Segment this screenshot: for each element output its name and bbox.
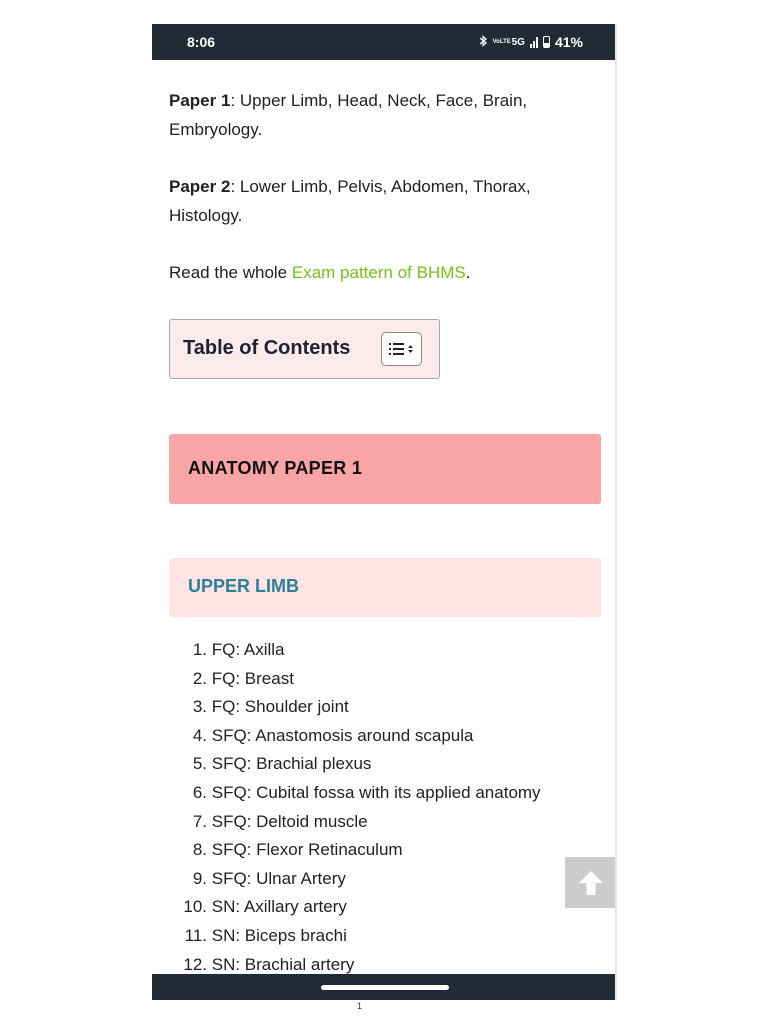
phone-screen: [152, 24, 617, 1000]
read-exam-paragraph: [169, 258, 589, 287]
navigation-bar: [152, 974, 617, 1000]
battery-percent: 41%: [554, 34, 583, 50]
paper-heading: ANATOMY PAPER 1: [188, 458, 363, 478]
paper2-paragraph: [169, 172, 589, 230]
list-item: 6. SFQ: Cubital fossa with its applied anatomy: [192, 782, 541, 802]
list-item: 8. SFQ: Flexor Retinaculum: [192, 840, 403, 860]
read-suffix: .: [465, 263, 471, 282]
status-bar: [152, 24, 617, 60]
table-of-contents: [169, 319, 440, 379]
topic-list: [169, 636, 601, 979]
read-prefix: Read the whole: [169, 263, 292, 282]
list-item: 4. SFQ: Anastomosis around scapula: [192, 725, 474, 745]
list-item: 7. SFQ: Deltoid muscle: [192, 811, 368, 831]
bluetooth-icon: [478, 35, 488, 50]
toc-title: Table of Contents: [183, 337, 351, 359]
volte-label: VoLTE: [492, 38, 511, 45]
battery-icon: [543, 36, 550, 48]
topic-heading: UPPER LIMB: [188, 576, 300, 596]
home-gesture-handle[interactable]: [321, 985, 449, 990]
network-label: 5G: [511, 36, 525, 48]
list-item: 5. SFQ: Brachial plexus: [192, 754, 372, 774]
signal-icon: [530, 37, 538, 48]
list-item: 11. SN: Biceps brachi: [184, 925, 347, 945]
list-item: 9. SFQ: Ulnar Artery: [192, 868, 346, 888]
status-icons: [478, 34, 583, 50]
list-item: 3. FQ: Shoulder joint: [192, 697, 349, 717]
paper1-label: Paper 1: [169, 91, 231, 110]
list-toggle-icon: [389, 342, 415, 356]
paper-heading-banner: [169, 434, 601, 504]
list-item: 1. FQ: Axilla: [192, 640, 285, 659]
list-item: 2. FQ: Breast: [192, 668, 294, 688]
topic-heading-banner: [169, 558, 601, 617]
paper2-label: Paper 2: [169, 177, 231, 196]
list-item: 10. SN: Axillary artery: [183, 897, 347, 917]
paper1-paragraph: [169, 86, 589, 144]
paper2-text: : Lower Limb, Pelvis, Abdomen, Thorax, Histology.: [169, 177, 531, 225]
status-time: 8:06: [187, 34, 216, 50]
page-marker: 1: [357, 1001, 363, 1011]
scroll-to-top-button[interactable]: [565, 857, 617, 908]
exam-pattern-link[interactable]: Exam pattern of BHMS: [291, 263, 466, 282]
paper1-text: : Upper Limb, Head, Neck, Face, Brain, Embryology.: [169, 91, 528, 139]
list-item: 12. SN: Brachial artery: [183, 954, 355, 974]
arrow-up-icon: [577, 869, 605, 897]
toc-toggle-button[interactable]: [381, 332, 422, 366]
